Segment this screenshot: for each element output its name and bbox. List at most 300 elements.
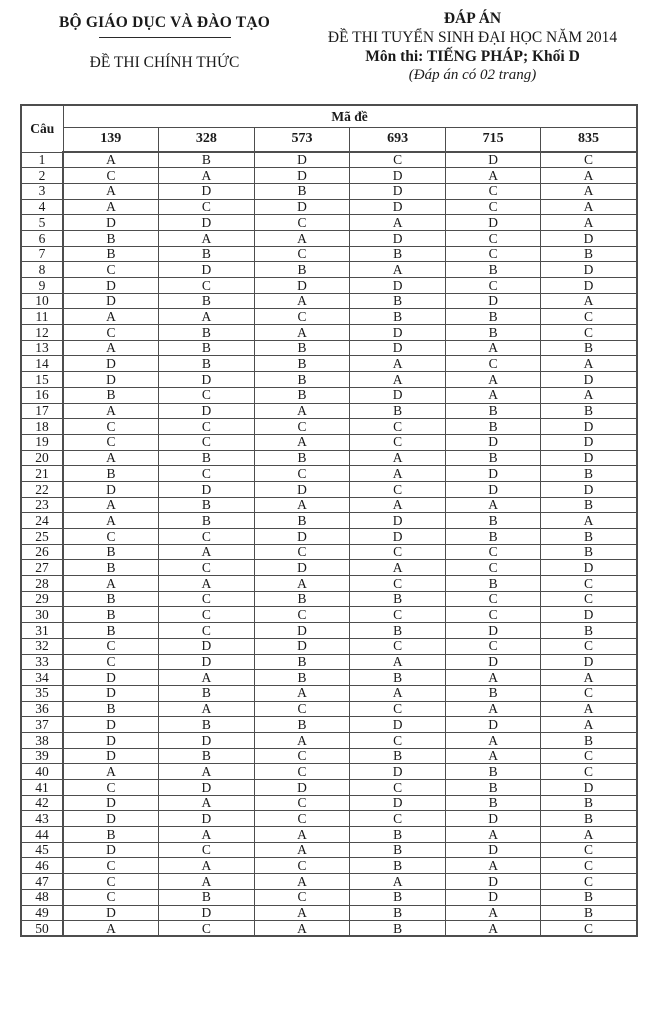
- question-number: 26: [21, 544, 63, 560]
- answer-table: [20, 104, 638, 937]
- answer-cell: B: [445, 309, 541, 325]
- answer-cell: D: [254, 529, 350, 545]
- table-row: [21, 748, 637, 764]
- question-number: 48: [21, 889, 63, 905]
- answer-cell: B: [63, 387, 159, 403]
- answer-cell: B: [445, 262, 541, 278]
- answer-cell: D: [254, 278, 350, 294]
- table-row: [21, 654, 637, 670]
- answer-cell: D: [445, 152, 541, 168]
- table-row: [21, 889, 637, 905]
- answer-cell: B: [350, 670, 446, 686]
- answer-cell: C: [63, 325, 159, 341]
- answer-cell: D: [541, 560, 637, 576]
- answer-cell: A: [445, 858, 541, 874]
- answer-cell: B: [350, 403, 446, 419]
- answer-cell: B: [159, 685, 255, 701]
- answer-cell: B: [159, 497, 255, 513]
- question-number: 7: [21, 246, 63, 262]
- answer-cell: B: [63, 560, 159, 576]
- answer-cell: D: [350, 795, 446, 811]
- answer-cell: C: [541, 921, 637, 937]
- answer-cell: C: [350, 780, 446, 796]
- answer-cell: B: [350, 858, 446, 874]
- answer-cell: C: [350, 732, 446, 748]
- answer-cell: A: [445, 670, 541, 686]
- answer-cell: D: [445, 481, 541, 497]
- answer-cell: C: [350, 607, 446, 623]
- question-number: 5: [21, 215, 63, 231]
- answer-cell: B: [541, 811, 637, 827]
- answer-cell: B: [541, 795, 637, 811]
- answer-cell: B: [445, 795, 541, 811]
- answer-cell: A: [445, 701, 541, 717]
- table-row: [21, 246, 637, 262]
- table-row: [21, 183, 637, 199]
- exam-title: ĐỀ THI TUYỂN SINH ĐẠI HỌC NĂM 2014: [327, 29, 618, 46]
- answer-cell: A: [445, 748, 541, 764]
- answer-cell: D: [350, 764, 446, 780]
- answer-cell: C: [541, 748, 637, 764]
- answer-cell: D: [63, 811, 159, 827]
- answer-cell: A: [63, 921, 159, 937]
- answer-cell: C: [254, 795, 350, 811]
- question-number: 27: [21, 560, 63, 576]
- table-row: [21, 450, 637, 466]
- answer-cell: C: [350, 811, 446, 827]
- answer-cell: B: [254, 670, 350, 686]
- question-number: 8: [21, 262, 63, 278]
- answer-cell: C: [541, 152, 637, 168]
- question-number: 37: [21, 717, 63, 733]
- answer-cell: A: [159, 795, 255, 811]
- answer-cell: A: [541, 356, 637, 372]
- answer-cell: D: [445, 215, 541, 231]
- answer-cell: D: [541, 372, 637, 388]
- answer-cell: A: [541, 183, 637, 199]
- answer-cell: B: [63, 466, 159, 482]
- answer-cell: A: [350, 466, 446, 482]
- header-right-block: [307, 8, 638, 84]
- answer-cell: B: [254, 356, 350, 372]
- exam-code-group-header: Mã đề: [63, 105, 637, 127]
- answer-cell: A: [159, 670, 255, 686]
- answer-cell: D: [63, 842, 159, 858]
- answer-cell: D: [350, 529, 446, 545]
- answer-cell: C: [254, 889, 350, 905]
- question-number: 43: [21, 811, 63, 827]
- answer-cell: D: [63, 481, 159, 497]
- exam-code-header-row: [21, 127, 637, 152]
- answer-cell: A: [541, 199, 637, 215]
- question-number: 38: [21, 732, 63, 748]
- answer-cell: A: [350, 560, 446, 576]
- answer-cell: D: [541, 262, 637, 278]
- answer-cell: B: [63, 623, 159, 639]
- answer-cell: C: [63, 638, 159, 654]
- table-row: [21, 262, 637, 278]
- answer-cell: C: [541, 685, 637, 701]
- answer-cell: D: [159, 780, 255, 796]
- answer-cell: B: [254, 654, 350, 670]
- table-row: [21, 591, 637, 607]
- answer-cell: B: [350, 748, 446, 764]
- question-number: 15: [21, 372, 63, 388]
- question-number: 44: [21, 827, 63, 843]
- answer-cell: A: [445, 497, 541, 513]
- answer-cell: D: [445, 811, 541, 827]
- answer-cell: C: [445, 278, 541, 294]
- answer-cell: D: [254, 623, 350, 639]
- answer-cell: D: [159, 215, 255, 231]
- answer-cell: D: [63, 278, 159, 294]
- answer-cell: D: [445, 717, 541, 733]
- question-number: 6: [21, 230, 63, 246]
- answer-cell: B: [350, 623, 446, 639]
- answer-cell: C: [541, 325, 637, 341]
- question-number: 13: [21, 340, 63, 356]
- question-number: 33: [21, 654, 63, 670]
- answer-cell: C: [541, 576, 637, 592]
- answer-cell: C: [159, 434, 255, 450]
- answer-cell: C: [63, 889, 159, 905]
- group-header-row: [21, 105, 637, 127]
- answer-cell: B: [541, 497, 637, 513]
- answer-cell: A: [254, 497, 350, 513]
- answer-cell: B: [159, 325, 255, 341]
- table-row: [21, 513, 637, 529]
- answer-cell: B: [254, 183, 350, 199]
- answer-cell: D: [350, 340, 446, 356]
- answer-cell: A: [350, 356, 446, 372]
- answer-cell: B: [541, 529, 637, 545]
- answer-cell: B: [350, 827, 446, 843]
- answer-cell: B: [63, 827, 159, 843]
- question-number: 45: [21, 842, 63, 858]
- answer-cell: A: [63, 576, 159, 592]
- answer-cell: A: [445, 732, 541, 748]
- question-number: 23: [21, 497, 63, 513]
- answer-cell: A: [254, 921, 350, 937]
- answer-cell: C: [63, 780, 159, 796]
- answer-table-container: [20, 104, 638, 937]
- answer-cell: C: [445, 230, 541, 246]
- answer-cell: C: [541, 858, 637, 874]
- answer-cell: B: [445, 780, 541, 796]
- answer-cell: C: [541, 638, 637, 654]
- table-row: [21, 419, 637, 435]
- answer-cell: A: [445, 827, 541, 843]
- answer-cell: D: [254, 638, 350, 654]
- answer-cell: A: [445, 372, 541, 388]
- answer-cell: D: [63, 372, 159, 388]
- table-row: [21, 780, 637, 796]
- table-row: [21, 638, 637, 654]
- answer-cell: B: [63, 544, 159, 560]
- table-row: [21, 168, 637, 184]
- answer-cell: D: [63, 795, 159, 811]
- answer-cell: B: [541, 340, 637, 356]
- answer-cell: D: [350, 387, 446, 403]
- question-number: 14: [21, 356, 63, 372]
- answer-cell: D: [254, 560, 350, 576]
- answer-cell: A: [63, 403, 159, 419]
- answer-cell: C: [350, 701, 446, 717]
- answer-cell: B: [541, 732, 637, 748]
- table-row: [21, 230, 637, 246]
- answer-cell: B: [159, 513, 255, 529]
- answer-cell: D: [63, 356, 159, 372]
- answer-cell: D: [63, 293, 159, 309]
- question-number: 41: [21, 780, 63, 796]
- answer-cell: B: [350, 921, 446, 937]
- answer-cell: D: [350, 168, 446, 184]
- answer-cell: C: [541, 842, 637, 858]
- answer-cell: C: [63, 262, 159, 278]
- table-row: [21, 795, 637, 811]
- answer-cell: C: [350, 576, 446, 592]
- answer-cell: C: [445, 183, 541, 199]
- answer-cell: B: [254, 340, 350, 356]
- answer-cell: C: [445, 246, 541, 262]
- answer-cell: A: [350, 372, 446, 388]
- answer-cell: C: [541, 309, 637, 325]
- answer-cell: A: [254, 685, 350, 701]
- answer-cell: D: [350, 230, 446, 246]
- answer-cell: D: [159, 654, 255, 670]
- answer-cell: D: [254, 152, 350, 168]
- answer-cell: C: [63, 858, 159, 874]
- answer-cell: A: [63, 152, 159, 168]
- table-row: [21, 576, 637, 592]
- table-row: [21, 372, 637, 388]
- answer-cell: A: [159, 576, 255, 592]
- question-number: 32: [21, 638, 63, 654]
- answer-cell: C: [350, 419, 446, 435]
- answer-cell: C: [350, 152, 446, 168]
- exam-code-header: 328: [159, 127, 255, 152]
- question-number: 39: [21, 748, 63, 764]
- answer-cell: C: [159, 529, 255, 545]
- answer-cell: A: [350, 654, 446, 670]
- answer-cell: C: [159, 921, 255, 937]
- question-number: 40: [21, 764, 63, 780]
- question-number: 12: [21, 325, 63, 341]
- question-number: 50: [21, 921, 63, 937]
- exam-code-header: 573: [254, 127, 350, 152]
- question-number: 10: [21, 293, 63, 309]
- answer-cell: C: [254, 215, 350, 231]
- answer-cell: C: [350, 481, 446, 497]
- answer-cell: A: [254, 230, 350, 246]
- answer-cell: B: [541, 544, 637, 560]
- answer-cell: D: [445, 654, 541, 670]
- question-number: 21: [21, 466, 63, 482]
- answer-cell: B: [159, 889, 255, 905]
- answer-cell: C: [254, 811, 350, 827]
- table-row: [21, 340, 637, 356]
- table-row: [21, 387, 637, 403]
- answer-cell: C: [254, 419, 350, 435]
- table-row: [21, 356, 637, 372]
- answer-cell: C: [63, 434, 159, 450]
- table-row: [21, 293, 637, 309]
- answer-cell: C: [254, 748, 350, 764]
- answer-cell: D: [541, 481, 637, 497]
- answer-cell: D: [541, 278, 637, 294]
- answer-cell: C: [254, 466, 350, 482]
- answer-cell: D: [63, 905, 159, 921]
- answer-cell: C: [63, 529, 159, 545]
- official-exam-label: ĐỀ THI CHÍNH THỨC: [89, 54, 240, 71]
- answer-cell: C: [254, 858, 350, 874]
- answer-cell: A: [445, 921, 541, 937]
- question-number: 1: [21, 152, 63, 168]
- answer-cell: B: [159, 717, 255, 733]
- answer-cell: A: [445, 387, 541, 403]
- table-row: [21, 215, 637, 231]
- table-row: [21, 670, 637, 686]
- table-row: [21, 732, 637, 748]
- answer-cell: A: [159, 309, 255, 325]
- answer-cell: B: [445, 450, 541, 466]
- table-row: [21, 199, 637, 215]
- answer-cell: A: [541, 215, 637, 231]
- answer-cell: C: [350, 544, 446, 560]
- question-number: 28: [21, 576, 63, 592]
- answer-cell: B: [254, 387, 350, 403]
- answer-cell: B: [63, 591, 159, 607]
- answer-cell: B: [350, 246, 446, 262]
- answer-cell: D: [63, 685, 159, 701]
- answer-cell: B: [541, 905, 637, 921]
- answer-cell: D: [541, 230, 637, 246]
- answer-cell: C: [445, 356, 541, 372]
- table-row: [21, 497, 637, 513]
- answer-cell: A: [445, 168, 541, 184]
- answer-cell: A: [350, 497, 446, 513]
- question-number: 30: [21, 607, 63, 623]
- table-row: [21, 717, 637, 733]
- answer-cell: D: [350, 325, 446, 341]
- answer-cell: C: [350, 638, 446, 654]
- answer-cell: A: [159, 858, 255, 874]
- table-row: [21, 874, 637, 890]
- answer-cell: B: [445, 764, 541, 780]
- answer-cell: B: [254, 372, 350, 388]
- answer-cell: C: [541, 591, 637, 607]
- table-row: [21, 811, 637, 827]
- answer-cell: A: [541, 827, 637, 843]
- question-number: 47: [21, 874, 63, 890]
- question-number: 16: [21, 387, 63, 403]
- answer-cell: B: [350, 293, 446, 309]
- table-row: [21, 466, 637, 482]
- answer-cell: B: [159, 340, 255, 356]
- table-row: [21, 560, 637, 576]
- answer-cell: C: [350, 434, 446, 450]
- question-number: 25: [21, 529, 63, 545]
- exam-code-header: 693: [350, 127, 446, 152]
- question-number: 22: [21, 481, 63, 497]
- answer-cell: B: [445, 513, 541, 529]
- table-row: [21, 529, 637, 545]
- answer-cell: D: [541, 780, 637, 796]
- answer-cell: B: [541, 246, 637, 262]
- answer-cell: A: [350, 450, 446, 466]
- pages-note: (Đáp án có 02 trang): [408, 67, 537, 83]
- answer-cell: B: [63, 607, 159, 623]
- answer-cell: D: [254, 168, 350, 184]
- answer-cell: C: [541, 874, 637, 890]
- answer-cell: A: [254, 434, 350, 450]
- answer-cell: C: [445, 638, 541, 654]
- answer-cell: D: [63, 717, 159, 733]
- answer-cell: D: [445, 623, 541, 639]
- answer-cell: D: [541, 654, 637, 670]
- answer-cell: D: [159, 481, 255, 497]
- question-number: 35: [21, 685, 63, 701]
- answer-cell: A: [254, 842, 350, 858]
- answer-cell: D: [63, 670, 159, 686]
- answer-cell: B: [254, 717, 350, 733]
- answer-cell: D: [541, 607, 637, 623]
- answer-cell: B: [254, 262, 350, 278]
- answer-cell: A: [159, 544, 255, 560]
- answer-cell: B: [350, 309, 446, 325]
- answer-cell: A: [63, 340, 159, 356]
- answer-cell: A: [541, 717, 637, 733]
- answer-cell: A: [254, 874, 350, 890]
- answer-cell: C: [63, 168, 159, 184]
- answer-cell: A: [541, 293, 637, 309]
- answer-cell: A: [541, 387, 637, 403]
- document-header: [0, 0, 660, 84]
- answer-cell: B: [445, 325, 541, 341]
- answer-cell: C: [63, 654, 159, 670]
- answer-cell: B: [254, 591, 350, 607]
- answer-cell: B: [254, 450, 350, 466]
- answer-cell: D: [445, 293, 541, 309]
- question-number: 2: [21, 168, 63, 184]
- exam-code-header: 715: [445, 127, 541, 152]
- answer-cell: A: [254, 293, 350, 309]
- answer-cell: B: [445, 529, 541, 545]
- answer-cell: A: [159, 701, 255, 717]
- table-row: [21, 685, 637, 701]
- answer-cell: B: [541, 403, 637, 419]
- table-row: [21, 481, 637, 497]
- answer-cell: A: [254, 827, 350, 843]
- question-number: 9: [21, 278, 63, 294]
- answer-cell: B: [541, 466, 637, 482]
- answer-cell: D: [445, 874, 541, 890]
- table-row: [21, 434, 637, 450]
- answer-cell: D: [541, 434, 637, 450]
- answer-cell: B: [159, 450, 255, 466]
- answer-cell: C: [159, 419, 255, 435]
- answer-cell: C: [254, 246, 350, 262]
- answer-cell: B: [350, 889, 446, 905]
- answer-cell: C: [63, 419, 159, 435]
- answer-cell: D: [159, 811, 255, 827]
- answer-cell: A: [159, 168, 255, 184]
- answer-cell: A: [63, 513, 159, 529]
- answer-cell: C: [541, 764, 637, 780]
- table-row: [21, 858, 637, 874]
- table-row: [21, 905, 637, 921]
- answer-cell: A: [350, 685, 446, 701]
